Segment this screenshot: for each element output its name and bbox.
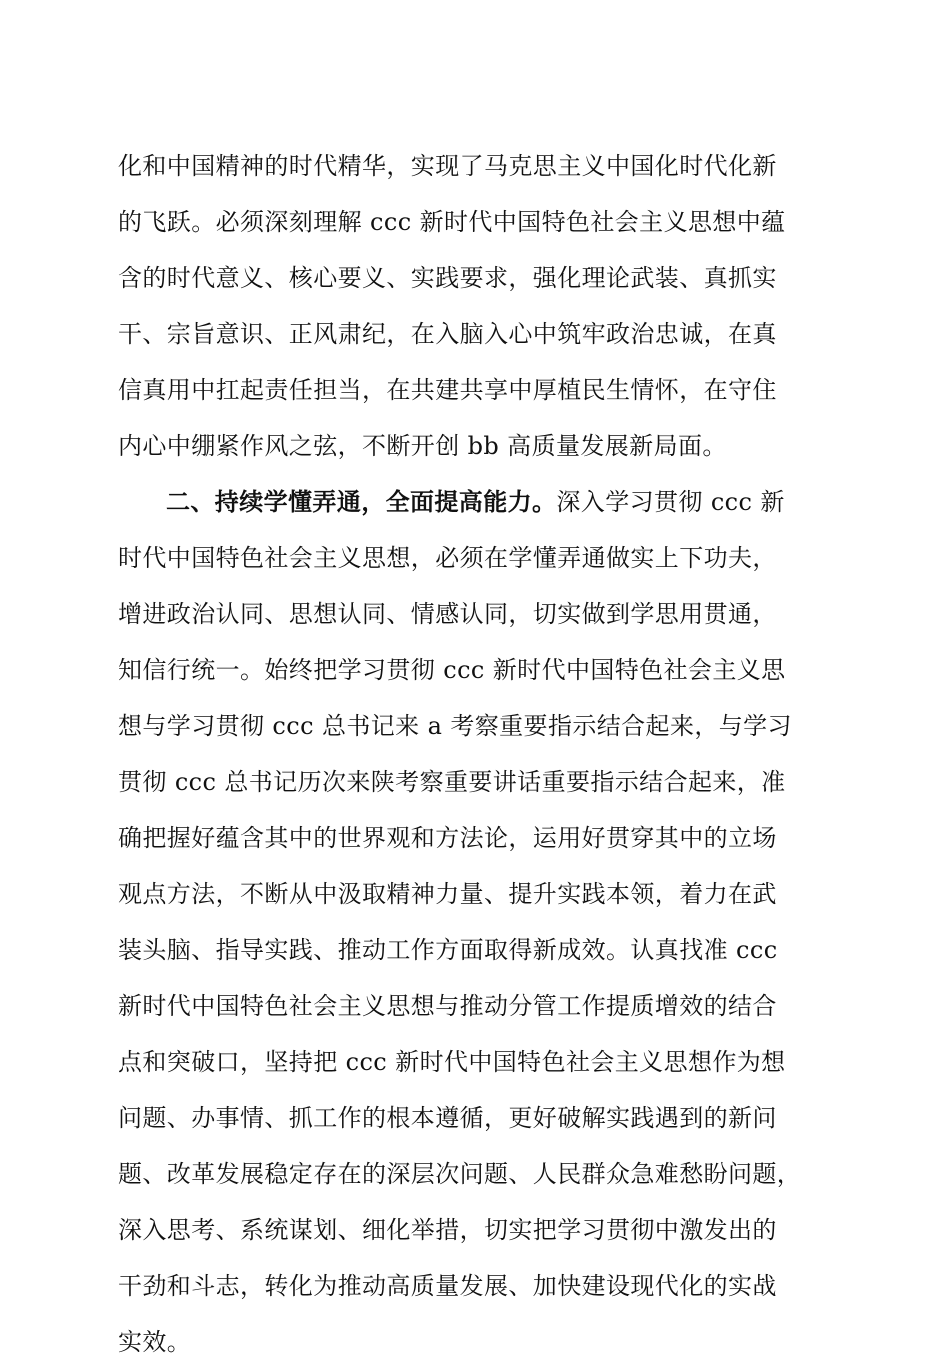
- text-line: 的飞跃。必须深刻理解 ccc 新时代中国特色社会主义思想中蕴: [118, 208, 786, 236]
- text-line: 增进政治认同、思想认同、情感认同，切实做到学思用贯通，: [118, 600, 777, 628]
- text-line: 新时代中国特色社会主义思想与推动分管工作提质增效的结合: [118, 992, 777, 1020]
- text-line: 干、宗旨意识、正风肃纪，在入脑入心中筑牢政治忠诚，在真: [118, 320, 777, 348]
- text-line: 干劲和斗志，转化为推动高质量发展、加快建设现代化的实战: [118, 1272, 777, 1300]
- text-line: 化和中国精神的时代精华，实现了马克思主义中国化时代化新: [118, 152, 777, 180]
- text-line: 信真用中扛起责任担当，在共建共享中厚植民生情怀，在守住: [118, 376, 777, 404]
- text-line: 问题、办事情、抓工作的根本遵循，更好破解实践遇到的新问: [118, 1104, 777, 1132]
- text-line-with-heading: [118, 474, 838, 530]
- text-line: 观点方法，不断从中汲取精神力量、提升实践本领，着力在武: [118, 880, 777, 908]
- paragraph-2: [118, 474, 838, 1370]
- text-line: 含的时代意义、核心要义、实践要求，强化理论武装、真抓实: [118, 264, 777, 292]
- section-heading: 二、持续学懂弄通，全面提高能力。: [166, 488, 557, 516]
- document-body: [118, 138, 838, 1370]
- text-line: 深入思考、系统谋划、细化举措，切实把学习贯彻中激发出的: [118, 1216, 777, 1244]
- text-line: 题、改革发展稳定存在的深层次问题、人民群众急难愁盼问题，: [118, 1160, 802, 1188]
- text-line: 贯彻 ccc 总书记历次来陕考察重要讲话重要指示结合起来，准: [118, 768, 786, 796]
- text-line: 点和突破口，坚持把 ccc 新时代中国特色社会主义思想作为想: [118, 1048, 786, 1076]
- paragraph-1: [118, 138, 838, 474]
- text-line: 确把握好蕴含其中的世界观和方法论，运用好贯穿其中的立场: [118, 824, 777, 852]
- text-line: 实效。: [118, 1328, 192, 1356]
- heading-line-text: 深入学习贯彻 ccc 新: [556, 488, 785, 516]
- text-line: 知信行统一。始终把学习贯彻 ccc 新时代中国特色社会主义思: [118, 656, 786, 684]
- text-line: 时代中国特色社会主义思想，必须在学懂弄通做实上下功夫，: [118, 544, 777, 572]
- text-line: 想与学习贯彻 ccc 总书记来 a 考察重要指示结合起来，与学习: [118, 712, 792, 740]
- text-line: 内心中绷紧作风之弦，不断开创 bb 高质量发展新局面。: [118, 432, 727, 460]
- text-line: 装头脑、指导实践、推动工作方面取得新成效。认真找准 ccc: [118, 936, 778, 964]
